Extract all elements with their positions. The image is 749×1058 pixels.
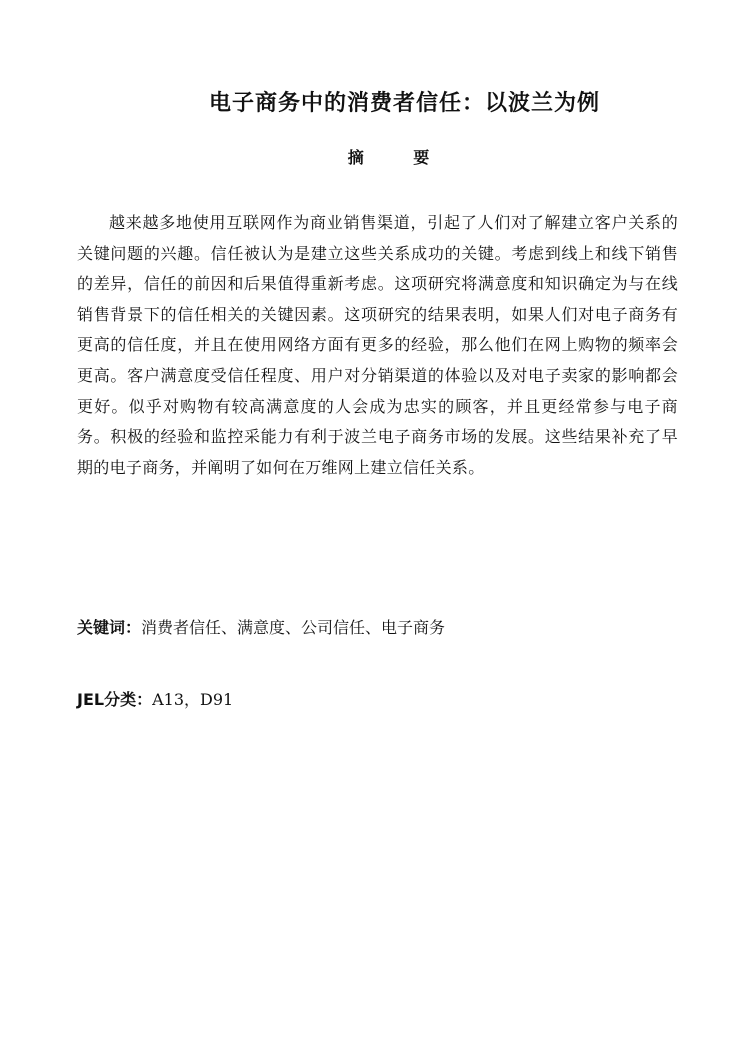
keywords-value: 消费者信任、满意度、公司信任、电子商务 (141, 618, 446, 637)
jel-label: JEL分类： (77, 690, 153, 709)
page-title: 电子商务中的消费者信任：以波兰为例 (208, 91, 600, 116)
keywords-line (77, 616, 678, 640)
jel-value: A13，D91 (152, 690, 234, 709)
abstract-heading: 摘 要 (347, 148, 452, 167)
abstract-body: 越来越多地使用互联网作为商业销售渠道，引起了人们对了解建立客户关系的关键问题的兴趣。信任被认为是建立这些关系成功的关键。考虑到线上和线下销售的差异，信任的前因和后果值得重新考虑。这项研究将满意度和知识确定为与在线销售背景下的信任相关的关键因素。这项研究的结果表明，如果人们对电子商务有更高的信任度，并且在使用网络方面有更多的经验，那么他们在网上购物的频率会更高。客户满意度受信任程度、用户对分销渠道的体验以及对电子卖家的影响都会更好。似乎对购物有较高满意度的人会成为忠实的顾客，并且更经常参与电子商务。积极的经验和监控采能力有利于波兰电子商务市场的发展。这些结果补充了早期的电子商务，并阐明了如何在万维网上建立信任关系。 (77, 213, 678, 477)
jel-line (77, 688, 678, 712)
keywords-label: 关键词： (77, 618, 142, 637)
